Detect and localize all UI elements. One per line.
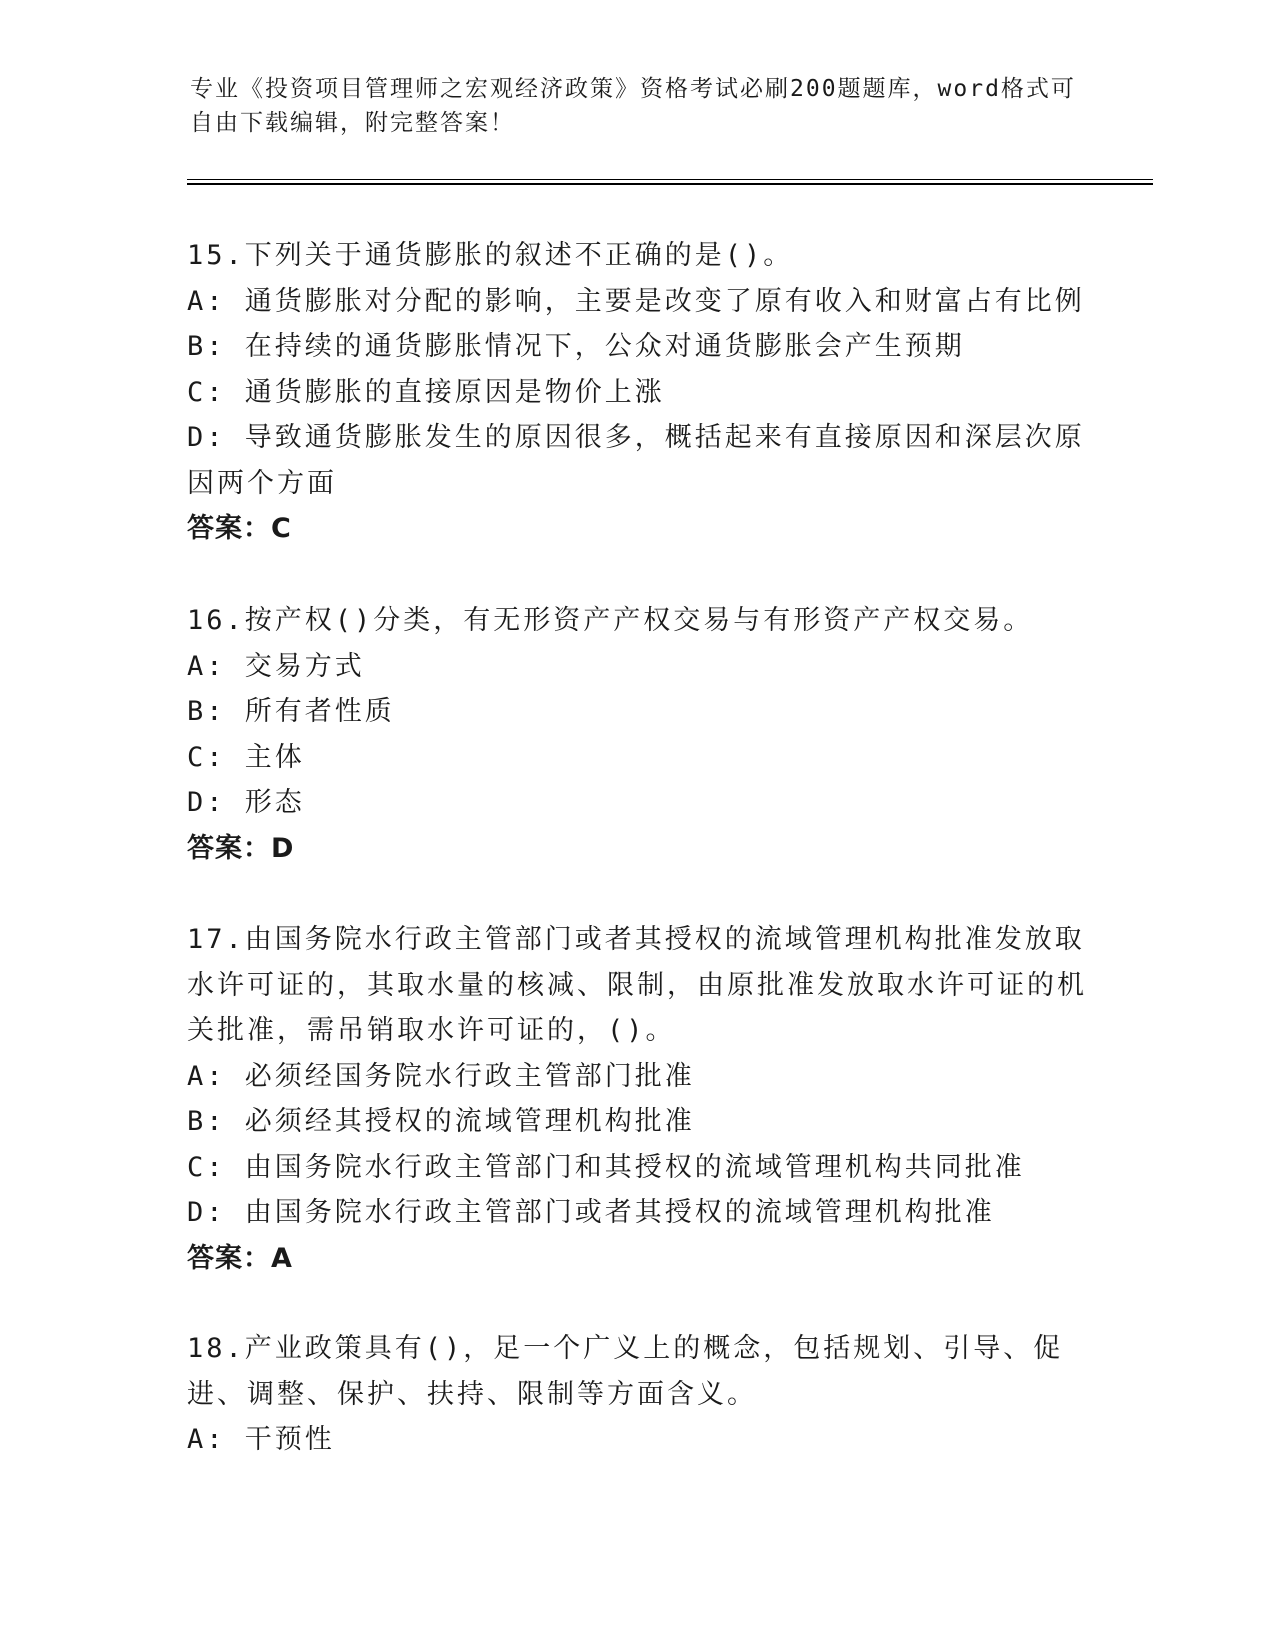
question-stem: 17.由国务院水行政主管部门或者其授权的流域管理机构批准发放取水许可证的，其取水量的核减、限制，由原批准发放取水许可证的机关批准，需吊销取水许可证的，()。	[187, 924, 1087, 1046]
option-b: B: 在持续的通货膨胀情况下，公众对通货膨胀会产生预期	[187, 331, 965, 362]
question-stem: 15.下列关于通货膨胀的叙述不正确的是()。	[187, 240, 794, 271]
question-stem: 16.按产权()分类，有无形资产产权交易与有形资产产权交易。	[187, 605, 1034, 636]
option-a: A: 干预性	[187, 1424, 335, 1455]
answer-line: 答案：A	[187, 1242, 293, 1274]
option-c: C: 主体	[187, 741, 305, 773]
option-d: D: 形态	[187, 787, 305, 818]
question-16	[187, 598, 1087, 871]
question-stem: 18.产业政策具有()，足一个广义上的概念，包括规划、引导、促进、调整、保护、扶持、限制等方面含义。	[187, 1333, 1064, 1410]
document-header	[190, 72, 1090, 140]
option-b: B: 所有者性质	[187, 696, 395, 727]
header-divider	[187, 183, 1153, 185]
answer-line: 答案：C	[187, 513, 292, 544]
option-c: C: 通货膨胀的直接原因是物价上涨	[187, 376, 665, 408]
question-18	[187, 1326, 1087, 1463]
question-15	[187, 233, 1087, 552]
header-divider	[187, 179, 1153, 180]
answer-line: 答案：D	[187, 832, 295, 864]
option-a: A: 必须经国务院水行政主管部门批准	[187, 1060, 695, 1092]
question-17	[187, 917, 1087, 1281]
header-title: 专业《投资项目管理师之宏观经济政策》资格考试必刷200题题库，word格式可自由下载编辑，附完整答案！	[190, 76, 1076, 136]
option-d: D: 导致通货膨胀发生的原因很多，概括起来有直接原因和深层次原因两个方面	[187, 422, 1085, 499]
option-d: D: 由国务院水行政主管部门或者其授权的流域管理机构批准	[187, 1197, 995, 1228]
option-a: A: 通货膨胀对分配的影响，主要是改变了原有收入和财富占有比例	[187, 285, 1085, 317]
option-a: A: 交易方式	[187, 650, 365, 682]
option-b: B: 必须经其授权的流域管理机构批准	[187, 1106, 695, 1137]
option-c: C: 由国务院水行政主管部门和其授权的流域管理机构共同批准	[187, 1151, 1025, 1183]
